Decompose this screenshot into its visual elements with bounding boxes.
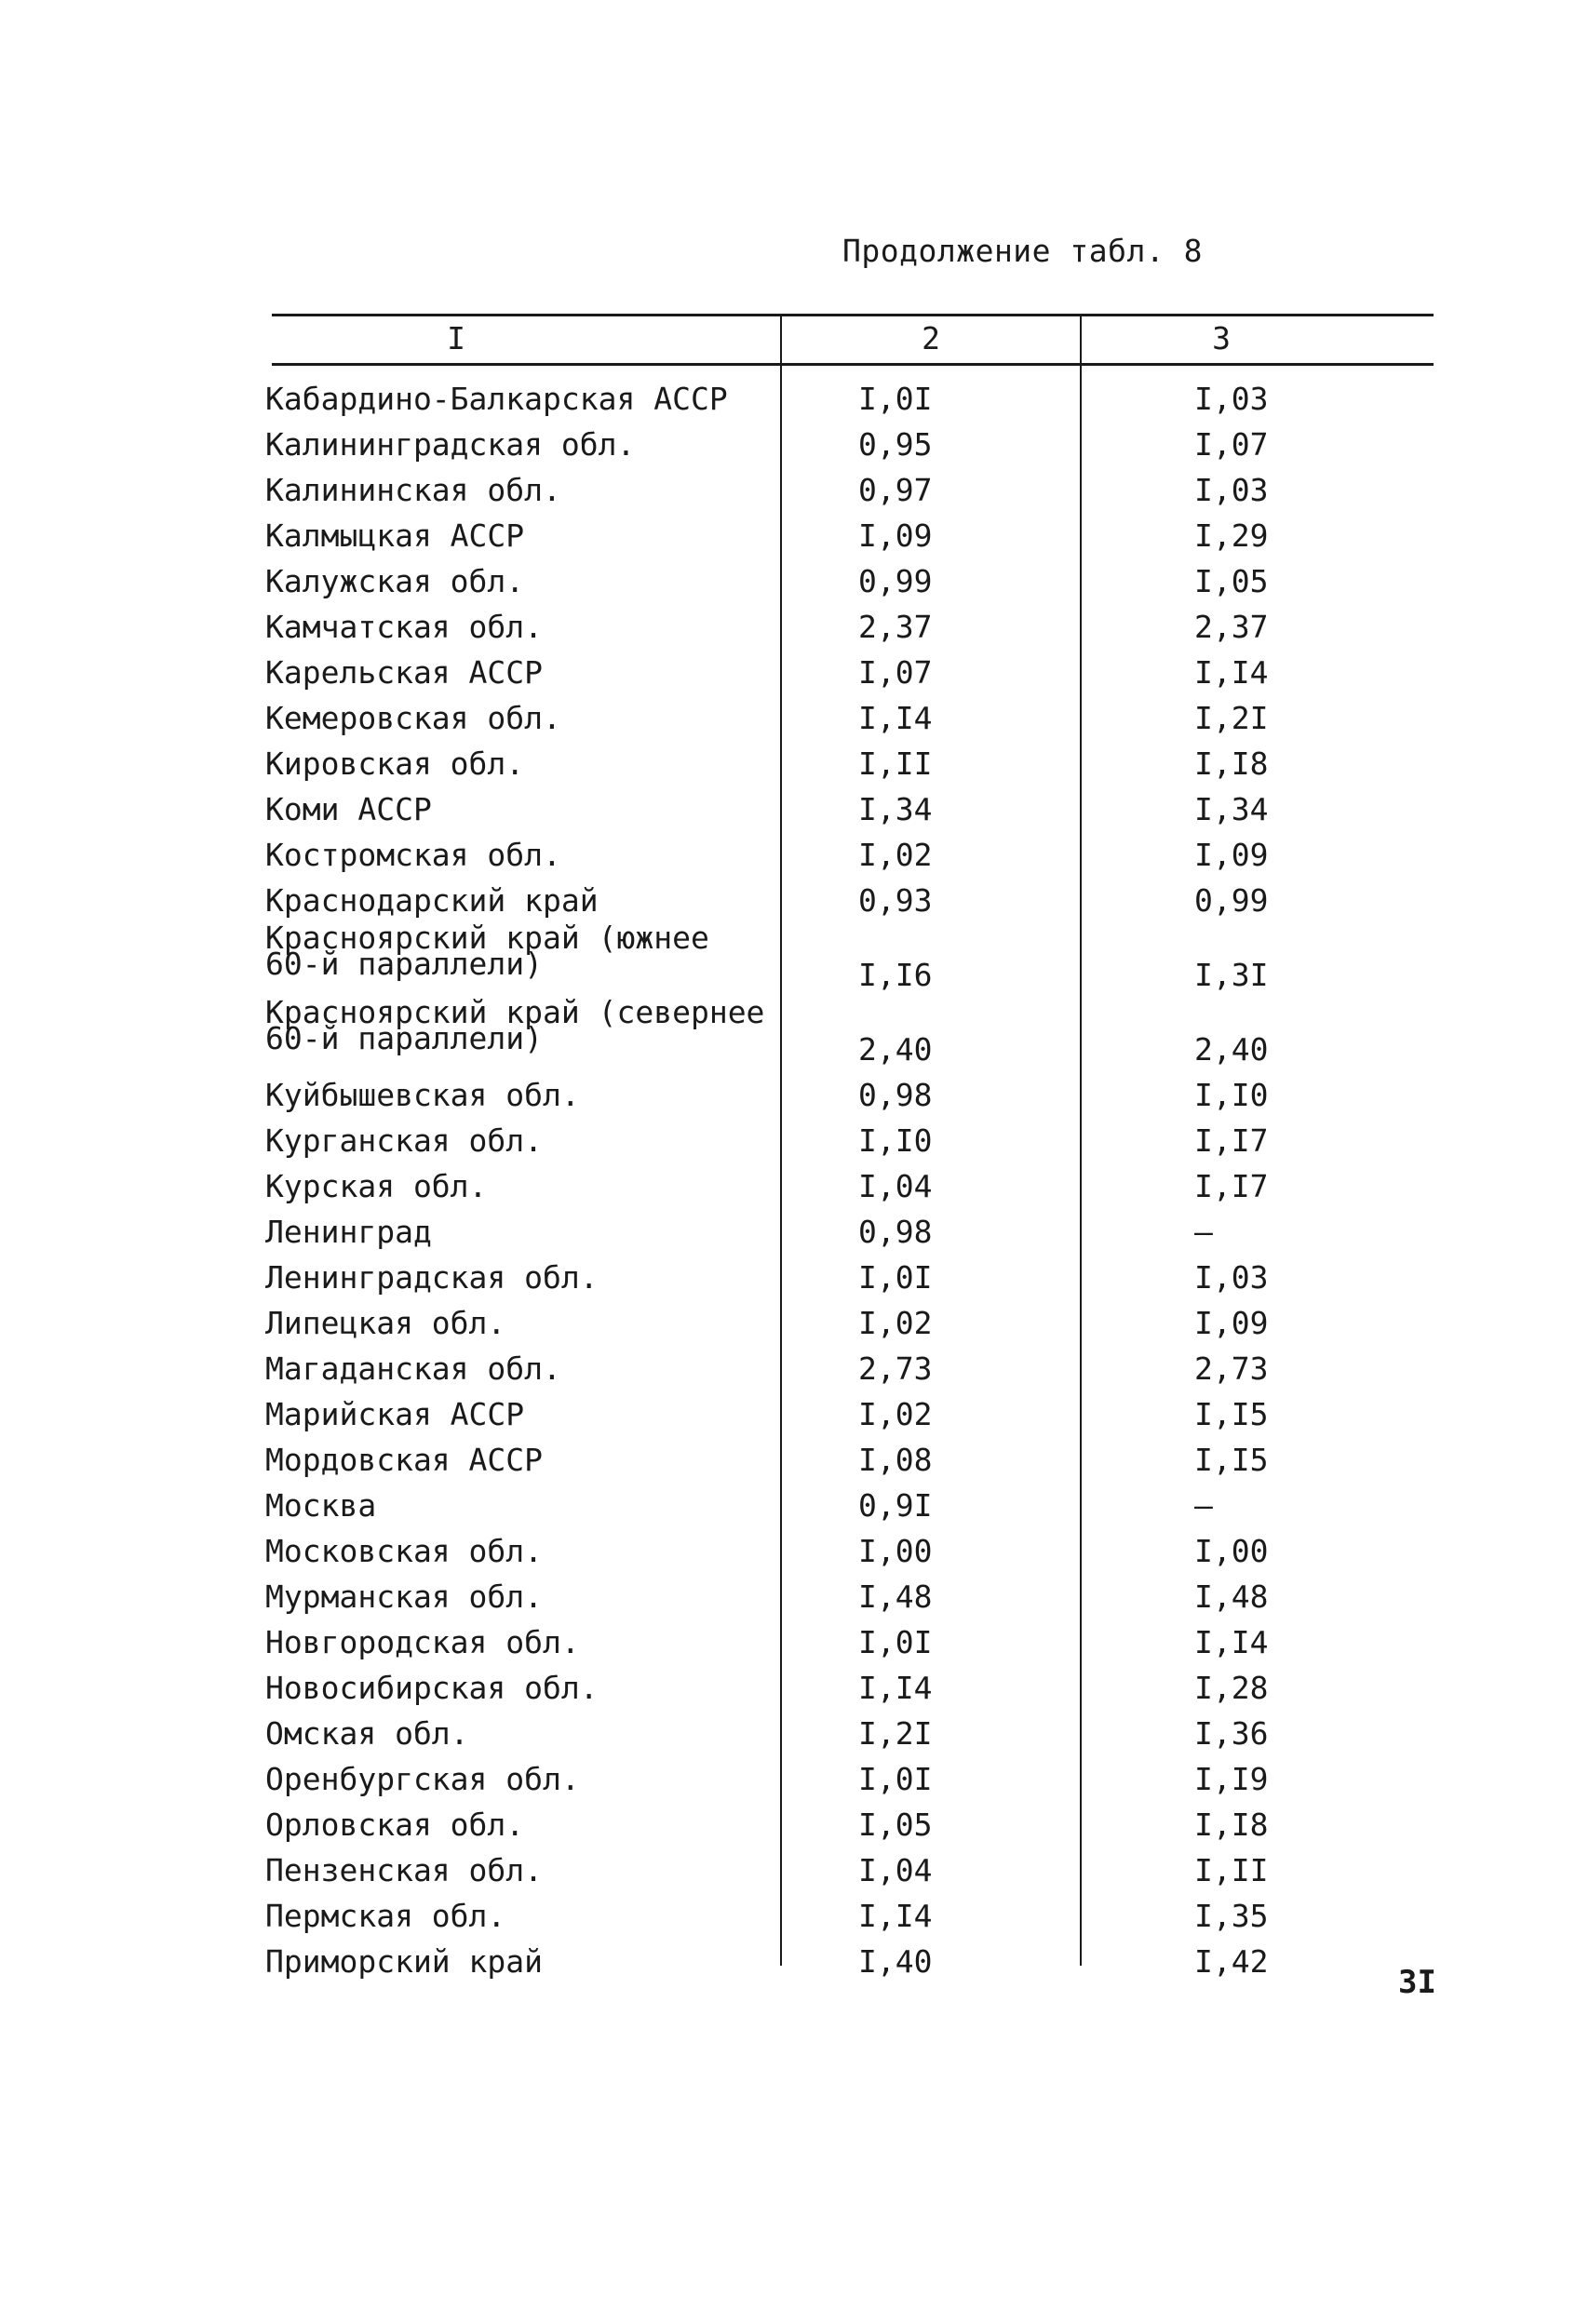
coefficient-col-3: I,I4 xyxy=(1194,654,1269,691)
table-row xyxy=(265,467,1475,513)
region-name: Калининская обл. xyxy=(265,472,561,508)
table-row xyxy=(265,1437,1475,1483)
table-row xyxy=(265,1118,1475,1163)
region-name: Пензенская обл. xyxy=(265,1852,544,1888)
region-name: Московская обл. xyxy=(265,1533,544,1569)
coefficient-col-2: 2,40 xyxy=(858,1031,933,1068)
region-name: Кемеровская обл. xyxy=(265,700,561,736)
coefficient-col-2: I,07 xyxy=(858,654,933,691)
table-row xyxy=(265,1619,1475,1665)
coefficient-col-3: I,3I xyxy=(1194,957,1269,993)
coefficient-col-3: I,I9 xyxy=(1194,1761,1269,1797)
region-name: Красноярский край (севернее 60-й параллели) xyxy=(265,994,765,1056)
coefficient-col-2: I,04 xyxy=(858,1852,933,1888)
coefficient-col-3: I,35 xyxy=(1194,1898,1269,1934)
table-row xyxy=(265,1756,1475,1802)
region-name: Калининградская обл. xyxy=(265,426,636,463)
table-row xyxy=(265,1665,1475,1711)
coefficient-col-3: I,I5 xyxy=(1194,1396,1269,1432)
coefficient-col-2: I,2I xyxy=(858,1715,933,1752)
region-name: Приморский край xyxy=(265,1943,544,1980)
coefficient-col-2: I,0I xyxy=(858,381,933,417)
region-name: Омская обл. xyxy=(265,1715,469,1752)
region-name: Курганская обл. xyxy=(265,1122,544,1159)
table-row xyxy=(265,604,1475,650)
coefficient-col-3: I,00 xyxy=(1194,1533,1269,1569)
region-name: Новосибирская обл. xyxy=(265,1670,599,1706)
coefficient-col-2: I,34 xyxy=(858,791,933,827)
coefficient-col-3: I,28 xyxy=(1194,1670,1269,1706)
coefficient-col-3: I,I8 xyxy=(1194,746,1269,782)
table-caption: Продолжение табл. 8 xyxy=(842,233,1203,269)
coefficient-col-2: I,I6 xyxy=(858,957,933,993)
table-row xyxy=(265,1483,1475,1528)
coefficient-col-3: 0,99 xyxy=(1194,882,1269,919)
coefficient-col-3: I,03 xyxy=(1194,1259,1269,1296)
table-row xyxy=(265,741,1475,786)
table-row xyxy=(265,1163,1475,1209)
table-row xyxy=(265,786,1475,832)
coefficient-col-3: I,09 xyxy=(1194,837,1269,873)
region-name: Краснодарский край xyxy=(265,882,599,919)
table-row xyxy=(265,1574,1475,1619)
table-row xyxy=(265,878,1475,923)
coefficient-col-2: 0,98 xyxy=(858,1214,933,1250)
coefficient-col-2: 2,73 xyxy=(858,1350,933,1387)
coefficient-col-3: I,I4 xyxy=(1194,1624,1269,1660)
coefficient-col-2: I,II xyxy=(858,746,933,782)
coefficient-col-2: 0,98 xyxy=(858,1077,933,1113)
region-name: Москва xyxy=(265,1487,377,1524)
coefficient-col-2: I,48 xyxy=(858,1578,933,1615)
column-header-3: 3 xyxy=(1212,320,1231,356)
coefficient-col-3: – xyxy=(1194,1487,1213,1524)
table-row xyxy=(265,695,1475,741)
table-row xyxy=(265,1391,1475,1437)
coefficient-col-3: I,II xyxy=(1194,1852,1269,1888)
region-name: Кабардино-Балкарская АССР xyxy=(265,381,728,417)
coefficient-col-2: I,02 xyxy=(858,837,933,873)
region-name: Ленинградская обл. xyxy=(265,1259,599,1296)
region-name: Оренбургская обл. xyxy=(265,1761,580,1797)
table-row xyxy=(265,920,1475,998)
table-row xyxy=(265,1847,1475,1893)
region-name: Новгородская обл. xyxy=(265,1624,580,1660)
region-name: Калмыцкая АССР xyxy=(265,517,525,554)
coefficient-col-2: I,0I xyxy=(858,1624,933,1660)
region-name: Мордовская АССР xyxy=(265,1442,544,1478)
region-name: Курская обл. xyxy=(265,1168,488,1204)
coefficient-col-3: 2,73 xyxy=(1194,1350,1269,1387)
region-name: Мурманская обл. xyxy=(265,1578,544,1615)
coefficient-col-2: 0,97 xyxy=(858,472,933,508)
region-name: Марийская АССР xyxy=(265,1396,525,1432)
coefficient-col-2: 2,37 xyxy=(858,609,933,645)
coefficient-col-2: I,I0 xyxy=(858,1122,933,1159)
coefficient-col-3: I,07 xyxy=(1194,426,1269,463)
table-row xyxy=(265,1893,1475,1939)
table-top-rule xyxy=(272,314,1434,316)
region-name: Ленинград xyxy=(265,1214,432,1250)
coefficient-col-3: I,I0 xyxy=(1194,1077,1269,1113)
table-row xyxy=(265,1802,1475,1847)
region-name: Орловская обл. xyxy=(265,1807,525,1843)
coefficient-col-3: I,09 xyxy=(1194,1305,1269,1341)
table-row xyxy=(265,1300,1475,1346)
region-name: Красноярский край (южнее 60-й параллели) xyxy=(265,920,709,982)
table-row xyxy=(265,994,1475,1072)
coefficient-col-2: I,0I xyxy=(858,1259,933,1296)
coefficient-col-3: I,34 xyxy=(1194,791,1269,827)
coefficient-col-3: 2,37 xyxy=(1194,609,1269,645)
coefficient-col-3: I,I7 xyxy=(1194,1122,1269,1159)
coefficient-col-3: I,42 xyxy=(1194,1943,1269,1980)
coefficient-col-3: I,03 xyxy=(1194,472,1269,508)
coefficient-col-3: I,36 xyxy=(1194,1715,1269,1752)
coefficient-col-3: I,48 xyxy=(1194,1578,1269,1615)
table-row xyxy=(265,1939,1475,1984)
coefficient-col-2: I,0I xyxy=(858,1761,933,1797)
coefficient-col-3: I,03 xyxy=(1194,381,1269,417)
region-name: Пермская обл. xyxy=(265,1898,506,1934)
coefficient-col-3: I,2I xyxy=(1194,700,1269,736)
table-row xyxy=(265,513,1475,558)
table-row xyxy=(265,832,1475,878)
region-name: Липецкая обл. xyxy=(265,1305,506,1341)
region-name: Костромская обл. xyxy=(265,837,561,873)
table-row xyxy=(265,1209,1475,1255)
table-body xyxy=(265,376,1475,1984)
column-header-2: 2 xyxy=(922,320,940,356)
coefficient-col-3: I,I8 xyxy=(1194,1807,1269,1843)
region-name: Калужская обл. xyxy=(265,563,525,599)
table-header-rule xyxy=(272,363,1434,366)
table-row xyxy=(265,1346,1475,1391)
region-name: Магаданская обл. xyxy=(265,1350,561,1387)
coefficient-col-3: 2,40 xyxy=(1194,1031,1269,1068)
coefficient-col-2: 0,93 xyxy=(858,882,933,919)
coefficient-col-3: I,I7 xyxy=(1194,1168,1269,1204)
coefficient-col-2: I,00 xyxy=(858,1533,933,1569)
table-row xyxy=(265,376,1475,422)
table-row xyxy=(265,422,1475,467)
coefficient-col-2: I,08 xyxy=(858,1442,933,1478)
region-name: Камчатская обл. xyxy=(265,609,544,645)
page-number: 3I xyxy=(1398,1964,1436,2001)
table-row xyxy=(265,558,1475,604)
table-row xyxy=(265,1072,1475,1118)
coefficient-col-2: I,02 xyxy=(858,1305,933,1341)
coefficient-col-3: – xyxy=(1194,1214,1213,1250)
coefficient-col-2: I,04 xyxy=(858,1168,933,1204)
region-name: Карельская АССР xyxy=(265,654,544,691)
coefficient-col-3: I,05 xyxy=(1194,563,1269,599)
table-row xyxy=(265,1528,1475,1574)
coefficient-col-2: I,I4 xyxy=(858,1670,933,1706)
table-row xyxy=(265,1711,1475,1756)
coefficient-col-2: I,40 xyxy=(858,1943,933,1980)
coefficient-col-3: I,I5 xyxy=(1194,1442,1269,1478)
coefficient-col-2: I,02 xyxy=(858,1396,933,1432)
column-header-1: I xyxy=(447,320,465,356)
table-row xyxy=(265,650,1475,695)
coefficient-col-2: I,09 xyxy=(858,517,933,554)
coefficient-col-3: I,29 xyxy=(1194,517,1269,554)
coefficient-col-2: 0,99 xyxy=(858,563,933,599)
coefficient-col-2: I,I4 xyxy=(858,700,933,736)
coefficient-col-2: I,I4 xyxy=(858,1898,933,1934)
table-row xyxy=(265,1255,1475,1300)
region-name: Коми АССР xyxy=(265,791,432,827)
coefficient-col-2: 0,9I xyxy=(858,1487,933,1524)
region-name: Кировская обл. xyxy=(265,746,525,782)
coefficient-col-2: 0,95 xyxy=(858,426,933,463)
coefficient-col-2: I,05 xyxy=(858,1807,933,1843)
region-name: Куйбышевская обл. xyxy=(265,1077,580,1113)
